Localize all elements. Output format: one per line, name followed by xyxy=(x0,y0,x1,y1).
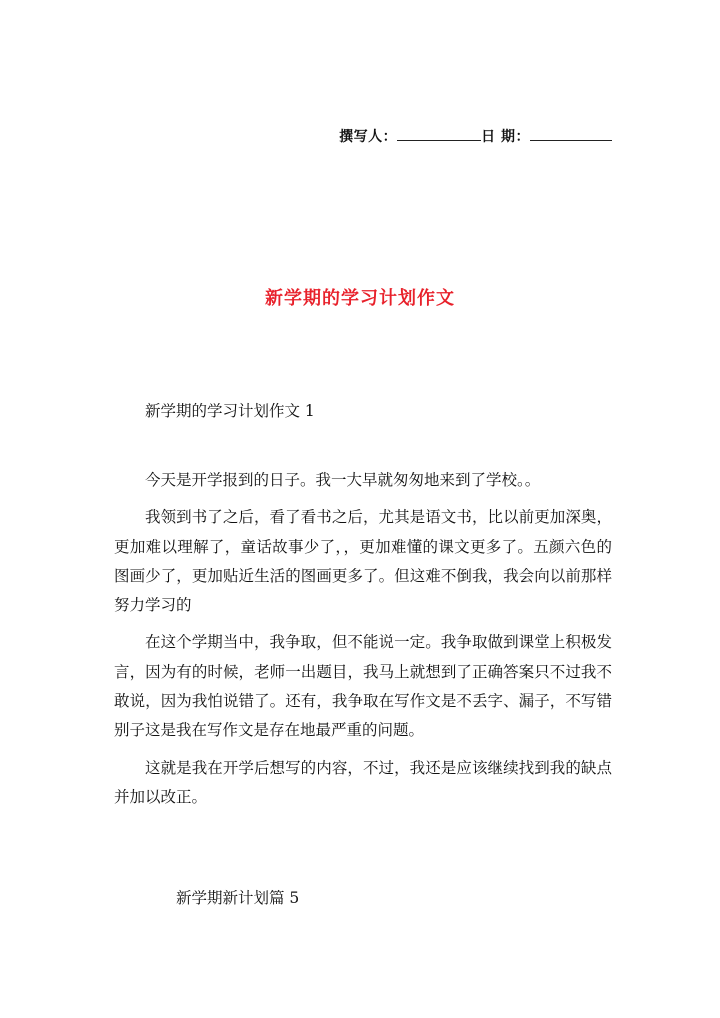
next-section-heading: 新学期新计划篇 5 xyxy=(176,889,300,907)
author-label: 撰写人： xyxy=(339,129,398,145)
paragraph-2: 我领到书了之后，看了看书之后，尤其是语文书，比以前更加深奥，更加难以理解了，童话故事少了，，更加难懂的课文更多了。五颜六色的图画少了，更加贴近生活的图画更多了。但这难不倒我，我会向以前那样努力学习的 xyxy=(114,508,612,615)
paragraph-4: 这就是我在开学后想写的内容，不过，我还是应该继续找到我的缺点并加以改正。 xyxy=(114,758,612,806)
date-label: 日 期： xyxy=(481,129,530,145)
essay-body xyxy=(114,466,612,820)
author-blank-field[interactable] xyxy=(397,127,481,141)
paragraph-1: 今天是开学报到的日子。我一大早就匆匆地来到了学校。。 xyxy=(145,471,541,489)
essay-subheading: 新学期的学习计划作文 1 xyxy=(145,402,315,420)
date-blank-field[interactable] xyxy=(530,127,612,141)
document-title: 新学期的学习计划作文 xyxy=(265,288,455,309)
author-date-line xyxy=(339,126,612,146)
paragraph-3: 在这个学期当中，我争取，但不能说一定。我争取做到课堂上积极发言，因为有的时候，老师一出题目，我马上就想到了正确答案只不过我不敢说，因为我怕说错了。还有，我争取在写作文是不丢字、漏子，不写错别子这是我在写作文是存在地最严重的问题。 xyxy=(114,633,612,740)
